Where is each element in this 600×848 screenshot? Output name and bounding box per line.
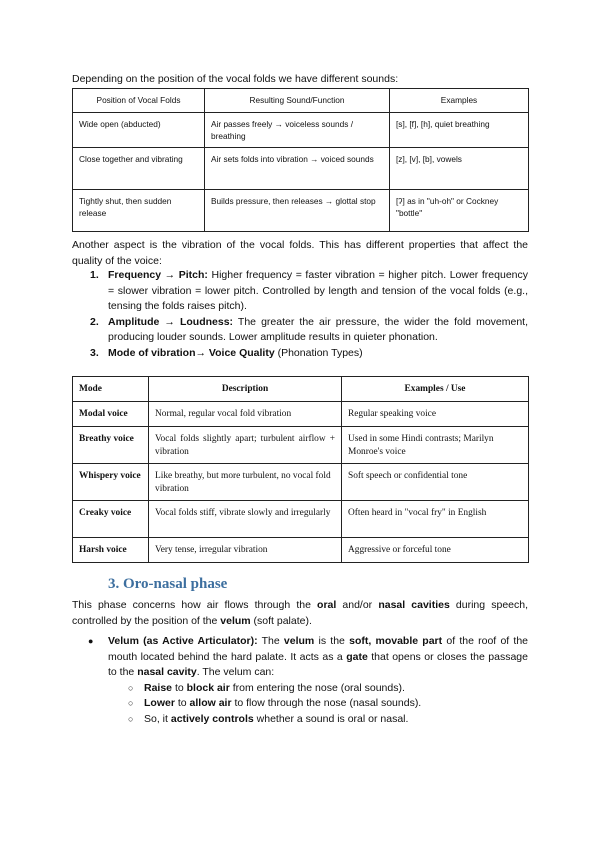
intro-text: Depending on the position of the vocal folds we have different sounds: [72,73,399,85]
text-run: to flow through the nose (nasal sounds). [231,697,422,709]
text-bold: velum [220,614,251,627]
table-cell: Creaky voice [73,501,149,538]
text-bold: oral [317,599,337,611]
table-cell: Breathy voice [73,427,149,464]
vocal-fold-position-table [72,88,529,232]
table-header-row [73,377,529,402]
column-header: Resulting Sound/Function [205,89,390,113]
table-cell: Wide open (abducted) [73,113,205,148]
list-item [72,346,528,362]
table-cell: Normal, regular vocal fold vibration [149,402,342,427]
oro-nasal-paragraph [72,598,528,629]
column-header: Examples [390,89,529,113]
text-bold: velum [283,635,315,647]
column-header: Mode [73,377,149,402]
text-run: is the [314,635,350,647]
text-run: of the roof of the mouth located behind the hard palate. It acts as a [108,635,529,663]
table-cell: Harsh voice [73,538,149,563]
text-run: from entering the nose (oral sounds). [229,681,405,694]
text-run: whether a sound is oral or nasal. [253,712,409,725]
text-bold: block air [186,681,230,694]
table-cell: Close together and vibrating [73,148,205,190]
text-bold: gate [346,650,368,663]
list-item-text: The greater the air pressure, the wider the fold movement, producing louder sounds. Lower amplitude results in quieter phonation. [108,315,529,343]
text-run: . The velum can: [196,666,275,678]
text-bold: soft, movable part [349,635,443,647]
text-run: to [174,697,190,709]
table-cell: Regular speaking voice [342,402,529,427]
table-cell: Very tense, irregular vibration [149,538,342,563]
table-cell: Air passes freely → voiceless sounds / breathing [205,113,390,148]
hollow-bullet-icon: ○ [128,698,134,708]
table-row [73,113,529,148]
list-item-term: Frequency → Pitch: [108,269,208,281]
table-row [73,501,529,538]
text-bold: Lower [144,697,175,709]
table-cell: [ʔ] as in "uh-oh" or Cockney "bottle" [390,190,529,232]
table-cell: Builds pressure, then releases → glottal stop [205,190,390,232]
list-item-text: Higher frequency = faster vibration = higher pitch. Lower frequency = slower vibration = lower pitch. Controlled by length and tension of the vocal folds (e.g., tensing the folds raises pitch). [108,269,528,312]
table-row [73,538,529,563]
list-item [108,712,528,728]
phonation-types-table [72,376,529,563]
text-run: that opens or closes the passage to the [108,650,528,678]
list-item [72,634,528,727]
list-item-term: Amplitude → Loudness: [108,315,234,328]
bullet-icon: ● [88,636,94,646]
table-row [73,402,529,427]
table-row [73,427,529,464]
table-row [73,148,529,190]
table-header-row [73,89,529,113]
text-bold: allow air [189,697,232,709]
table-cell: Whispery voice [73,464,149,501]
text-bold: Raise [144,681,173,694]
list-item-text: (Phonation Types) [274,346,363,359]
list-number: 1. [90,269,99,281]
text-run: This phase concerns how air flows through the [72,599,318,611]
table-cell: Vocal folds stiff, vibrate slowly and irregularly [149,501,342,538]
table-cell: Tightly shut, then sudden release [73,190,205,232]
table-cell: [s], [f], [h], quiet breathing [390,113,529,148]
table-cell: Air sets folds into vibration → voiced sounds [205,148,390,190]
list-item [72,315,528,346]
list-number: 2. [90,315,99,328]
text-run: So, it [144,712,171,725]
list-item [108,696,528,712]
text-bold: nasal cavities [378,599,450,611]
table-row [73,464,529,501]
vibration-aspect-paragraph: Another aspect is the vibration of the vocal folds. This has different properties that affect the quality of the voice: [72,239,528,267]
velum-bullet-list [72,634,528,727]
table-cell: [z], [v], [b], vowels [390,148,529,190]
table-cell: Like breathy, but more turbulent, no vocal fold vibration [149,464,342,501]
text-bold: Velum (as Active Articulator): [108,635,258,647]
table-cell: Often heard in "vocal fry" in English [342,501,529,538]
table-cell: Used in some Hindi contrasts; Marilyn Monroe's voice [342,427,529,464]
hollow-bullet-icon: ○ [128,713,134,724]
text-run: (soft palate). [250,614,312,627]
voice-properties-list [72,268,528,361]
text-run: and/or [336,599,379,611]
list-item-term: Mode of vibration→ Voice Quality [108,346,275,359]
list-item [72,268,528,315]
velum-actions-list [108,681,528,728]
list-item [108,681,528,697]
text-run: to [172,681,187,694]
column-header: Description [149,377,342,402]
text-bold: actively controls [170,712,254,725]
column-header: Examples / Use [342,377,529,402]
text-bold: nasal cavity [137,666,197,678]
table-cell: Aggressive or forceful tone [342,538,529,563]
table-row [73,190,529,232]
table-cell: Vocal folds slightly apart; turbulent airflow + vibration [149,427,342,464]
table-cell: Modal voice [73,402,149,427]
text-run: The [257,635,284,647]
list-number: 3. [90,346,99,359]
section-heading: 3. Oro-nasal phase [108,576,228,592]
hollow-bullet-icon: ○ [128,682,134,693]
column-header: Position of Vocal Folds [73,89,205,113]
table-cell: Soft speech or confidential tone [342,464,529,501]
text-run: during speech, controlled by the position of the [72,599,529,627]
